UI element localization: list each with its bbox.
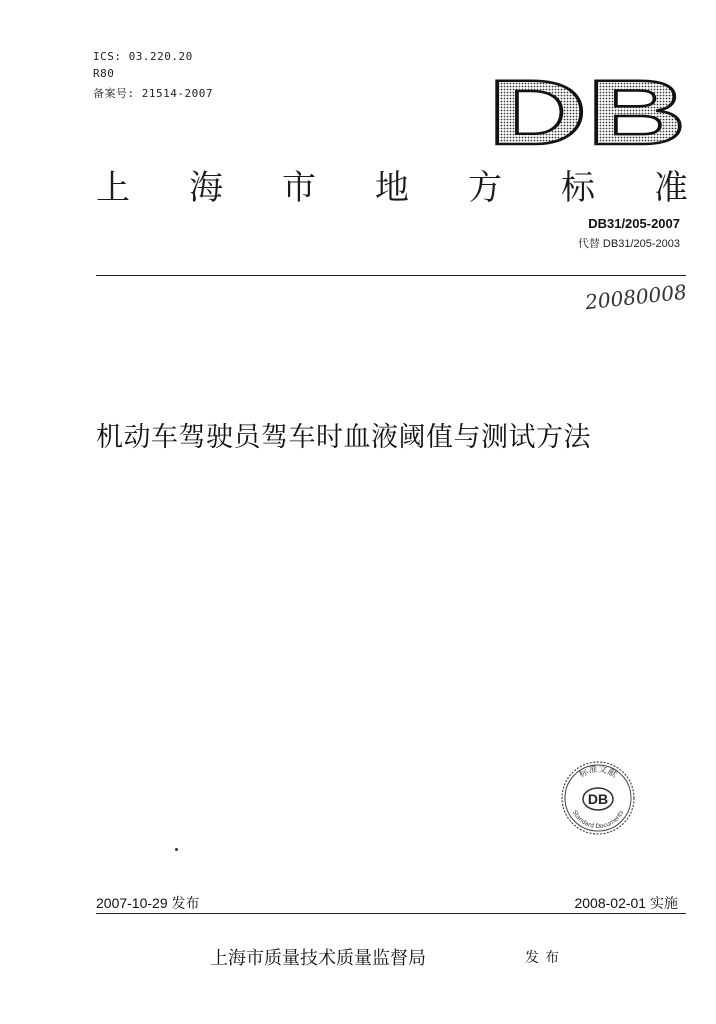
standard-type-char: 上	[96, 168, 130, 208]
footer-divider	[96, 913, 686, 914]
db-logo	[488, 70, 688, 150]
standard-type-char: 地	[375, 168, 409, 208]
standard-type-char: 准	[654, 168, 688, 208]
standard-type-heading	[96, 160, 688, 209]
db-logo-text: DB	[488, 70, 686, 150]
issue-date: 2007-10-29 发布	[96, 895, 200, 911]
handwritten-note: 20080008	[584, 279, 688, 315]
standard-type-char: 方	[468, 168, 502, 208]
implementation-date: 2008-02-01 实施	[574, 895, 678, 911]
scan-speck	[175, 848, 178, 851]
issuer-action: 发布	[525, 950, 565, 966]
standard-type-char: 海	[189, 168, 223, 208]
document-title: 机动车驾驶员驾车时血液阈值与测试方法	[96, 422, 591, 453]
svg-text:Standard Documents	[571, 809, 625, 830]
stamp-bottom-text: Standard Documents	[570, 809, 626, 831]
classification-code: R80	[93, 67, 115, 80]
issuing-authority: 上海市质量技术质量监督局	[210, 948, 426, 969]
standard-documents-stamp	[560, 760, 636, 836]
stamp-center-text: DB	[587, 791, 609, 807]
header-divider	[96, 275, 686, 276]
standard-type-char: 市	[282, 168, 316, 208]
record-number: 备案号: 21514-2007	[93, 87, 213, 100]
standard-number: DB31/205-2007	[588, 216, 680, 231]
standard-type-char: 标	[561, 168, 595, 208]
stamp-top-text: 标准文献	[577, 764, 619, 781]
ics-code: ICS: 03.220.20	[93, 50, 193, 63]
replaces-standard: 代替 DB31/205-2003	[577, 238, 680, 250]
